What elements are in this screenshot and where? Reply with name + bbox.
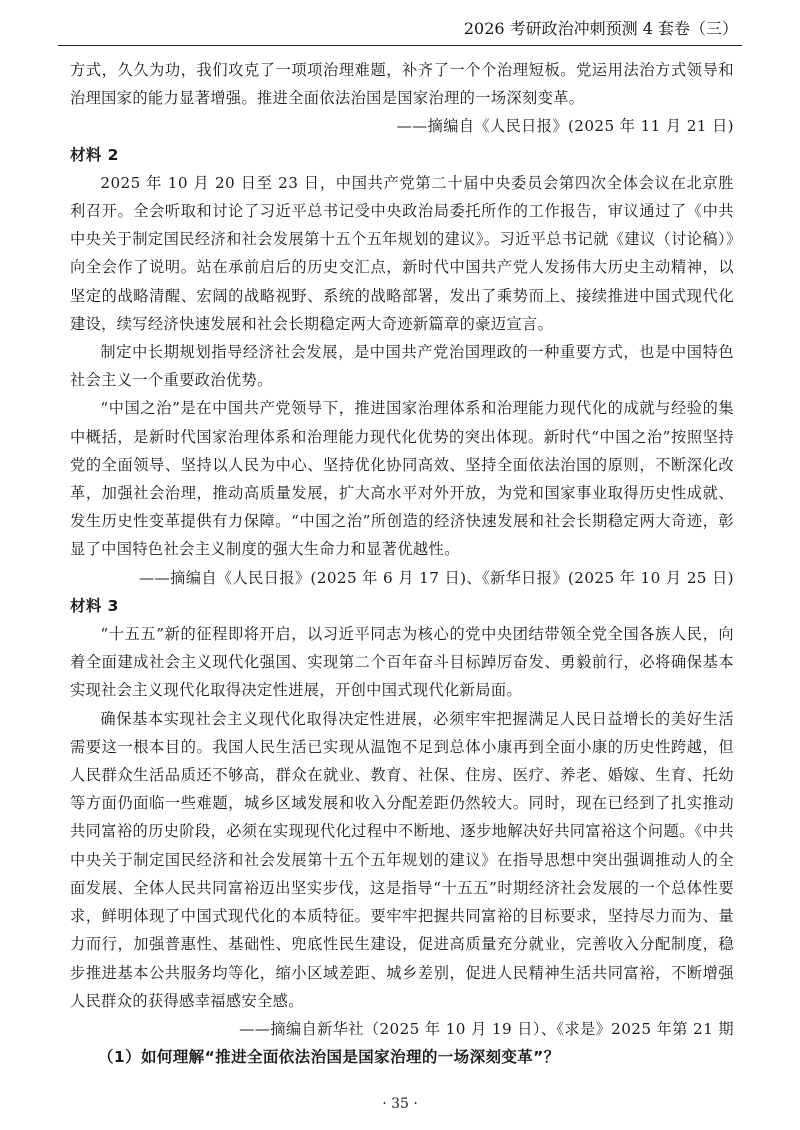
- page-number: · 35 ·: [382, 1096, 418, 1112]
- document-body: [70, 56, 734, 1071]
- material2-source: ——摘编自《人民日报》(2025 年 6 月 17 日)、《新华日报》(2025 年 10 月 25 日): [138, 568, 734, 587]
- intro-paragraph: 方式，久久为功，我们攻克了一项项治理难题，补齐了一个个治理短板。党运用法治方式领导和治理国家的能力显著增强。推进全面依法治国是国家治理的一场深刻变革。: [70, 61, 734, 108]
- material2-heading: 材料 2: [70, 145, 119, 164]
- page-header-title: 2026 考研政治冲刺预测 4 套卷（三）: [463, 19, 738, 38]
- question-1: （1）如何理解“推进全面依法治国是国家治理的一场深刻变革”？: [98, 1048, 560, 1067]
- material3-paragraph: 确保基本实现社会主义现代化取得决定性进展，必须牢牢把握满足人民日益增长的美好生活需要这一根本目的。我国人民生活已实现从温饱不足到总体小康再到全面小康的历史性跨越，但人民群众生活品质还不够高，群众在就业、教育、社保、住房、医疗、养老、婚嫁、生育、托幼等方面仍面临一些难题，城乡区域发展和收入分配差距仍然较大。同时，现在已经到了扎实推动共同富裕的历史阶段，必须在实现现代化过程中不断地、逐步地解决好共同富裕这个问题。《中共中央关于制定国民经济和社会发展第十五个五年规划的建议》在指导思想中突出强调推动人的全面发展、全体人民共同富裕迈出坚实步伐，这是指导“十五五”时期经济社会发展的一个总体性要求，鲜明体现了中国式现代化的本质特征。要牢牢把握共同富裕的目标要求，坚持尽力而为、量力而行，加强普惠性、基础性、兜底性民生建设，促进高质量充分就业，完善收入分配制度，稳步推进基本公共服务均等化，缩小区域差距、城乡差别，促进人民精神生活共同富裕，不断增强人民群众的获得感幸福感安全感。: [70, 709, 734, 1010]
- header-divider: [58, 45, 742, 46]
- intro-source: ——摘编自《人民日报》(2025 年 11 月 21 日): [396, 117, 734, 136]
- material2-paragraph: “中国之治”是在中国共产党领导下，推进国家治理体系和治理能力现代化的成就与经验的集中概括，是新时代国家治理体系和治理能力现代化优势的突出体现。新时代“中国之治”按照坚持党的全面领导、坚持以人民为中心、坚持优化协同高效、坚持全面依法治国的原则，不断深化改革，加强社会治理，推动高质量发展，扩大高水平对外开放，为党和国家事业取得历史性成就、发生历史性变革提供有力保障。“中国之治”所创造的经济快速发展和社会长期稳定两大奇迹，彰显了中国特色社会主义制度的强大生命力和显著优越性。: [70, 399, 734, 559]
- material3-paragraph: “十五五”新的征程即将开启，以习近平同志为核心的党中央团结带领全党全国各族人民，向着全面建成社会主义现代化强国、实现第二个百年奋斗目标踔厉奋发、勇毅前行，必将确保基本实现社会主义现代化取得决定性进展，开创中国式现代化新局面。: [70, 625, 734, 700]
- material3-heading: 材料 3: [70, 596, 119, 615]
- material2-paragraph: 制定中长期规划指导经济社会发展，是中国共产党治国理政的一种重要方式，也是中国特色社会主义一个重要政治优势。: [70, 343, 734, 390]
- material2-paragraph: 2025 年 10 月 20 日至 23 日，中国共产党第二十届中央委员会第四次全体会议在北京胜利召开。全会听取和讨论了习近平总书记受中央政治局委托所作的工作报告，审议通过了《中共中央关于制定国民经济和社会发展第十五个五年规划的建议》。习近平总书记就《建议（讨论稿）》向全会作了说明。站在承前启后的历史交汇点，新时代中国共产党人发扬伟大历史主动精神，以坚定的战略清醒、宏阔的战略视野、系统的战略部署，发出了乘势而上、接续推进中国式现代化建设，续写经济快速发展和社会长期稳定两大奇迹新篇章的豪迈宣言。: [70, 173, 734, 333]
- material3-source: ——摘编自新华社（2025 年 10 月 19 日）、《求是》2025 年第 21 期: [239, 1019, 734, 1038]
